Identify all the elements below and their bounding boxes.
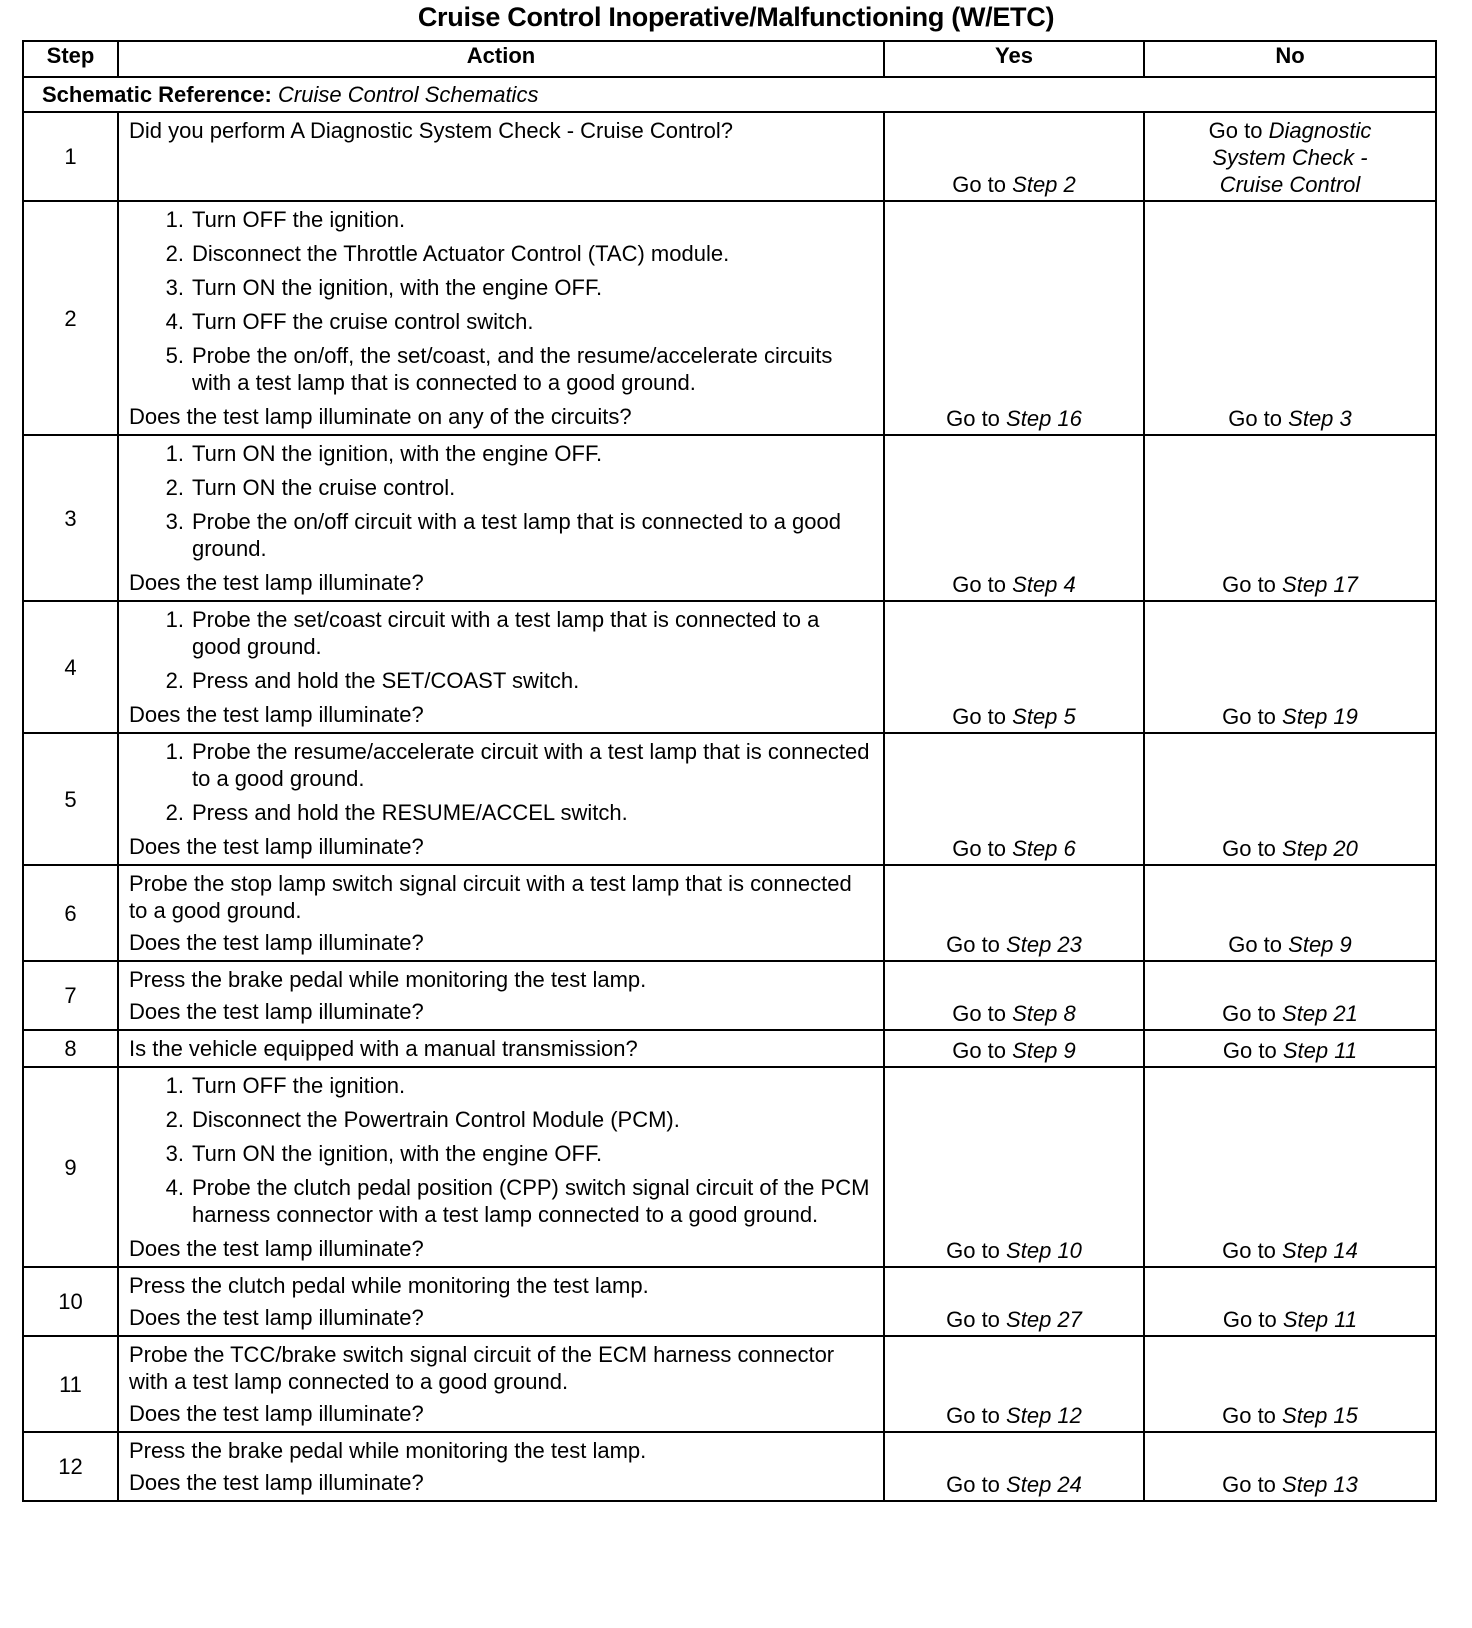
- no-goto-link[interactable]: Step 17: [1282, 572, 1358, 597]
- action-step-number: 2.: [165, 475, 184, 500]
- action-question: Does the test lamp illuminate on any of the circuits?: [129, 404, 632, 429]
- action-step-text: Turn OFF the ignition.: [192, 1073, 406, 1098]
- action-question: Does the test lamp illuminate?: [129, 570, 424, 595]
- yes-cell: [884, 961, 1144, 1030]
- step-number: 2: [23, 201, 118, 435]
- step-row-3: [23, 435, 1436, 601]
- action-step-text: Disconnect the Powertrain Control Module (PCM).: [192, 1107, 680, 1132]
- yes-cell: [884, 201, 1144, 435]
- goto-prefix: Go to: [946, 406, 1000, 431]
- action-step-number: 1.: [165, 441, 184, 466]
- goto-prefix: Go to: [1222, 1472, 1276, 1497]
- action-step-number: 1.: [165, 207, 184, 232]
- action-step-number: 1.: [165, 1073, 184, 1098]
- action-cell: [118, 733, 884, 865]
- step-row-2: [23, 201, 1436, 435]
- action-text: Probe the stop lamp switch signal circuit with a test lamp that is connected to a good ground.: [129, 871, 852, 923]
- action-step-item: [129, 667, 873, 694]
- no-cell: [1144, 865, 1436, 961]
- action-step-text: Turn OFF the cruise control switch.: [192, 309, 534, 334]
- no-goto-link[interactable]: Step 19: [1282, 704, 1358, 729]
- no-cell: [1144, 1267, 1436, 1336]
- yes-cell: [884, 601, 1144, 733]
- action-step-number: 2.: [165, 1107, 184, 1132]
- schematic-reference: [23, 77, 1436, 112]
- action-step-item: [129, 1140, 873, 1167]
- action-cell: [118, 1336, 884, 1432]
- yes-cell: [884, 112, 1144, 201]
- step-number: 3: [23, 435, 118, 601]
- action-question: Does the test lamp illuminate?: [129, 1305, 424, 1330]
- no-cell: [1144, 1336, 1436, 1432]
- yes-cell: [884, 435, 1144, 601]
- no-goto-link[interactable]: Step 13: [1282, 1472, 1358, 1497]
- yes-cell: [884, 1267, 1144, 1336]
- action-step-item: [129, 440, 873, 467]
- action-text: Probe the TCC/brake switch signal circuit of the ECM harness connector with a test lamp connected to a good ground.: [129, 1342, 835, 1394]
- goto-prefix: Go to: [1228, 406, 1283, 431]
- header-yes: Yes: [884, 41, 1144, 77]
- yes-goto-link[interactable]: Step 2: [1012, 172, 1076, 197]
- action-cell: [118, 201, 884, 435]
- no-goto-link[interactable]: Step 20: [1282, 836, 1358, 861]
- schematic-label: Schematic Reference:: [42, 82, 272, 107]
- step-number: 11: [23, 1336, 118, 1432]
- action-step-item: [129, 474, 873, 501]
- diagnostic-table: [22, 40, 1437, 1502]
- action-step-item: [129, 508, 873, 562]
- action-cell: [118, 435, 884, 601]
- action-step-number: 5.: [165, 343, 184, 368]
- no-cell: [1144, 1067, 1436, 1267]
- yes-goto-link[interactable]: Step 5: [1012, 704, 1076, 729]
- step-number: 10: [23, 1267, 118, 1336]
- action-cell: [118, 601, 884, 733]
- action-question: Does the test lamp illuminate?: [129, 1401, 424, 1426]
- goto-prefix: Go to: [1222, 1238, 1276, 1263]
- action-step-text: Turn ON the cruise control.: [192, 475, 456, 500]
- no-cell: [1144, 201, 1436, 435]
- page-title: Cruise Control Inoperative/Malfunctioning (W/ETC): [417, 2, 1055, 32]
- action-step-number: 4.: [165, 309, 184, 334]
- action-step-text: Probe the resume/accelerate circuit with a test lamp that is connected to a good ground.: [192, 739, 870, 791]
- yes-cell: [884, 1336, 1144, 1432]
- action-step-item: [129, 342, 873, 396]
- action-steps-list: [129, 440, 873, 562]
- action-cell: [118, 865, 884, 961]
- yes-cell: [884, 1067, 1144, 1267]
- action-step-text: Probe the on/off, the set/coast, and the resume/accelerate circuits with a test lamp that is connected to a good ground.: [192, 343, 833, 395]
- goto-prefix: Go to: [946, 1238, 1000, 1263]
- action-text: Press the brake pedal while monitoring the test lamp.: [129, 1438, 647, 1463]
- action-step-item: [129, 799, 873, 826]
- step-row-4: [23, 601, 1436, 733]
- goto-prefix: Go to: [946, 1403, 1000, 1428]
- action-step-text: Probe the set/coast circuit with a test lamp that is connected to a good ground.: [192, 607, 820, 659]
- yes-goto-link[interactable]: Step 10: [1006, 1238, 1082, 1263]
- step-number: 9: [23, 1067, 118, 1267]
- no-cell: [1144, 733, 1436, 865]
- goto-prefix: Go to: [1228, 932, 1283, 957]
- action-step-number: 4.: [165, 1175, 184, 1200]
- no-goto-link[interactable]: Step 15: [1282, 1403, 1358, 1428]
- action-step-text: Turn ON the ignition, with the engine OFF.: [192, 1141, 603, 1166]
- action-cell: [118, 112, 884, 201]
- no-cell: [1144, 601, 1436, 733]
- goto-prefix: Go to: [1208, 118, 1263, 143]
- step-row-5: [23, 733, 1436, 865]
- action-text: Press the clutch pedal while monitoring the test lamp.: [129, 1273, 649, 1298]
- yes-goto-link[interactable]: Step 24: [1006, 1472, 1082, 1497]
- yes-goto-link[interactable]: Step 12: [1006, 1403, 1082, 1428]
- yes-cell: [884, 1432, 1144, 1501]
- action-step-text: Turn ON the ignition, with the engine OFF.: [192, 441, 603, 466]
- goto-prefix: Go to: [952, 1001, 1007, 1026]
- action-step-number: 3.: [165, 1141, 184, 1166]
- goto-prefix: Go to: [952, 1038, 1007, 1063]
- action-steps-list: [129, 1072, 873, 1228]
- action-step-text: Probe the clutch pedal position (CPP) switch signal circuit of the PCM harness connector with a test lamp connected to a good ground.: [192, 1175, 870, 1227]
- no-cell: [1144, 961, 1436, 1030]
- action-step-text: Turn OFF the ignition.: [192, 207, 406, 232]
- step-row-6: [23, 865, 1436, 961]
- action-step-text: Press and hold the RESUME/ACCEL switch.: [192, 800, 628, 825]
- yes-goto-link[interactable]: Step 8: [1012, 1001, 1076, 1026]
- action-step-item: [129, 206, 873, 233]
- goto-prefix: Go to: [1222, 1038, 1277, 1063]
- action-cell: [118, 961, 884, 1030]
- action-step-number: 1.: [165, 739, 184, 764]
- step-number: 1: [23, 112, 118, 201]
- goto-prefix: Go to: [1222, 836, 1276, 861]
- header-row: [23, 41, 1436, 77]
- no-goto-link[interactable]: Step 11: [1282, 1307, 1358, 1332]
- action-question: Does the test lamp illuminate?: [129, 1470, 424, 1495]
- action-step-number: 3.: [165, 509, 184, 534]
- no-goto-link[interactable]: Cruise Control: [1219, 172, 1361, 197]
- schematic-link[interactable]: Cruise Control Schematics: [278, 82, 539, 107]
- action-step-number: 2.: [165, 800, 184, 825]
- action-question: Does the test lamp illuminate?: [129, 1236, 424, 1261]
- schematic-reference-row: [23, 77, 1436, 112]
- no-goto-link[interactable]: Step 14: [1282, 1238, 1358, 1263]
- no-goto-link[interactable]: Step 11: [1282, 1038, 1358, 1063]
- step-row-10: [23, 1267, 1436, 1336]
- yes-goto-link[interactable]: Step 27: [1006, 1307, 1082, 1332]
- action-steps-list: [129, 738, 873, 826]
- yes-goto-link[interactable]: Step 23: [1006, 932, 1082, 957]
- no-cell: [1144, 112, 1436, 201]
- action-cell: [118, 1267, 884, 1336]
- yes-cell: [884, 1030, 1144, 1067]
- yes-goto-link[interactable]: Step 9: [1012, 1038, 1076, 1063]
- goto-prefix: Go to: [946, 932, 1000, 957]
- action-step-number: 2.: [165, 668, 184, 693]
- goto-prefix: Go to: [952, 704, 1007, 729]
- action-step-item: [129, 1174, 873, 1228]
- yes-goto-link[interactable]: Step 16: [1006, 406, 1082, 431]
- step-number: 12: [23, 1432, 118, 1501]
- action-step-item: [129, 738, 873, 792]
- action-question: Does the test lamp illuminate?: [129, 999, 424, 1024]
- goto-prefix: Go to: [946, 1307, 1000, 1332]
- yes-cell: [884, 865, 1144, 961]
- header-action: Action: [118, 41, 884, 77]
- step-row-12: [23, 1432, 1436, 1501]
- header-no: No: [1144, 41, 1436, 77]
- no-cell: [1144, 435, 1436, 601]
- goto-prefix: Go to: [952, 172, 1007, 197]
- step-row-7: [23, 961, 1436, 1030]
- action-text: Did you perform A Diagnostic System Check - Cruise Control?: [129, 118, 734, 143]
- action-cell: [118, 1067, 884, 1267]
- header-step: Step: [23, 41, 118, 77]
- action-step-item: [129, 1072, 873, 1099]
- step-number: 8: [23, 1030, 118, 1067]
- goto-prefix: Go to: [1222, 572, 1276, 597]
- yes-cell: [884, 733, 1144, 865]
- no-cell: [1144, 1432, 1436, 1501]
- action-question: Does the test lamp illuminate?: [129, 702, 424, 727]
- goto-prefix: Go to: [1222, 704, 1276, 729]
- goto-prefix: Go to: [952, 572, 1007, 597]
- action-steps-list: [129, 606, 873, 694]
- action-step-item: [129, 274, 873, 301]
- no-cell: [1144, 1030, 1436, 1067]
- action-step-item: [129, 308, 873, 335]
- no-goto-link[interactable]: Step 21: [1282, 1001, 1358, 1026]
- action-question: Does the test lamp illuminate?: [129, 834, 424, 859]
- action-step-text: Disconnect the Throttle Actuator Control (TAC) module.: [192, 241, 730, 266]
- action-step-item: [129, 606, 873, 660]
- no-goto-link[interactable]: System Check -: [1212, 145, 1368, 170]
- step-row-11: [23, 1336, 1436, 1432]
- no-goto-link[interactable]: Diagnostic: [1268, 118, 1372, 143]
- no-goto-link[interactable]: Step 3: [1288, 406, 1352, 431]
- step-number: 7: [23, 961, 118, 1030]
- goto-prefix: Go to: [1222, 1307, 1277, 1332]
- action-cell: [118, 1030, 884, 1067]
- goto-prefix: Go to: [1222, 1001, 1276, 1026]
- action-steps-list: [129, 206, 873, 396]
- action-step-number: 3.: [165, 275, 184, 300]
- step-row-1: [23, 112, 1436, 201]
- action-text: Press the brake pedal while monitoring the test lamp.: [129, 967, 647, 992]
- action-question: Does the test lamp illuminate?: [129, 930, 424, 955]
- step-row-9: [23, 1067, 1436, 1267]
- step-row-8: [23, 1030, 1436, 1067]
- action-text: Is the vehicle equipped with a manual transmission?: [129, 1036, 638, 1061]
- no-goto-link[interactable]: Step 9: [1288, 932, 1352, 957]
- action-step-text: Turn ON the ignition, with the engine OFF.: [192, 275, 603, 300]
- step-number: 6: [23, 865, 118, 961]
- action-step-number: 1.: [165, 607, 184, 632]
- goto-prefix: Go to: [1222, 1403, 1276, 1428]
- step-number: 5: [23, 733, 118, 865]
- step-number: 4: [23, 601, 118, 733]
- yes-goto-link[interactable]: Step 6: [1012, 836, 1076, 861]
- action-cell: [118, 1432, 884, 1501]
- action-step-number: 2.: [165, 241, 184, 266]
- action-step-item: [129, 1106, 873, 1133]
- action-step-text: Probe the on/off circuit with a test lamp that is connected to a good ground.: [192, 509, 841, 561]
- yes-goto-link[interactable]: Step 4: [1012, 572, 1076, 597]
- action-step-text: Press and hold the SET/COAST switch.: [192, 668, 580, 693]
- action-step-item: [129, 240, 873, 267]
- goto-prefix: Go to: [946, 1472, 1000, 1497]
- goto-prefix: Go to: [952, 836, 1007, 861]
